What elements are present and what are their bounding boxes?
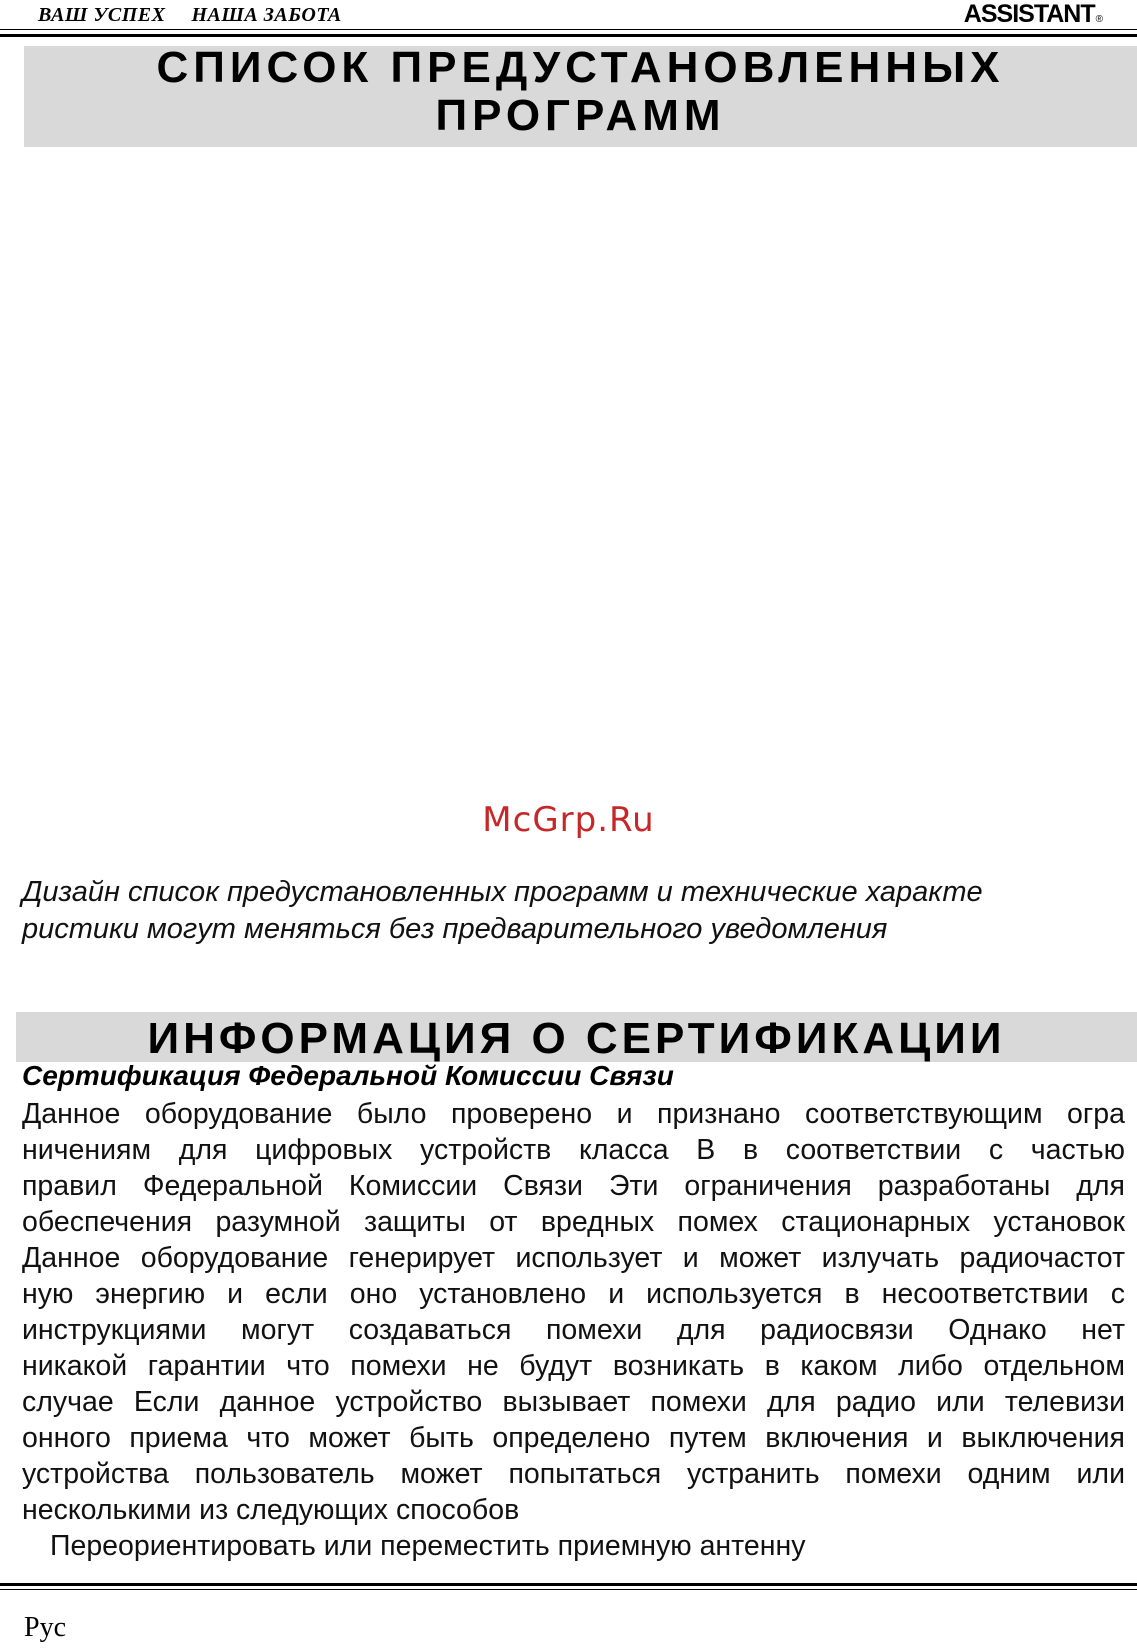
certification-subheading: Сертификация Федеральной Комиссии Связи [22, 1060, 674, 1091]
footer-rule-thin [0, 1589, 1137, 1590]
header-slogan [38, 4, 342, 27]
body-line: ничениям для цифровых устройств класса B в соответствии с частью [22, 1134, 1125, 1166]
note-line-1: Дизайн список предустановленных программ и технические характе [22, 876, 983, 908]
body-line: правил Федеральной Комиссии Связи Эти ограничения разработаны для [22, 1170, 1125, 1202]
watermark: McGrp.Ru [482, 800, 655, 840]
registered-mark: ® [1095, 14, 1103, 25]
body-line: ную энергию и если оно установлено и используется в несоответствии с [22, 1278, 1125, 1310]
certification-band [16, 1012, 1137, 1062]
header-rule-thick [0, 34, 1137, 37]
footer-page-label: Рус [24, 1612, 66, 1643]
body-line: случае Если данное устройство вызывает помехи для радио или телевизи [22, 1386, 1125, 1418]
body-line: Данное оборудование было проверено и признано соответствующим огра [22, 1098, 1125, 1130]
body-line: инструкциями могут создаваться помехи для радиосвязи Однако нет [22, 1314, 1125, 1346]
header-slogan-part-2: НАША ЗАБОТА [191, 4, 342, 26]
page-title-line-2: ПРОГРАММ [435, 91, 726, 140]
certification-heading: ИНФОРМАЦИЯ О СЕРТИФИКАЦИИ [147, 1014, 1006, 1063]
footer-rule-thick [0, 1583, 1137, 1586]
body-line: обеспечения разумной защиты от вредных помех стационарных установок [22, 1206, 1125, 1238]
body-line: никакой гарантии что помехи не будут возникать в каком либо отдельном [22, 1350, 1125, 1382]
header-rule-thin [0, 29, 1137, 30]
body-line: онного приема что может быть определено путем включения и выключения [22, 1422, 1125, 1454]
brand-name: ASSISTANT [963, 0, 1095, 28]
header-slogan-part-1: ВАШ УСПЕХ [38, 4, 166, 26]
bullet-item: Переориентировать или переместить приемную антенну [50, 1530, 806, 1562]
page-title-line-1: СПИСОК ПРЕДУСТАНОВЛЕННЫХ [156, 43, 1005, 92]
body-line: устройства пользователь может попытаться устранить помехи одним или [22, 1458, 1125, 1490]
title-band [24, 43, 1137, 147]
note-line-2: ристики могут меняться без предварительного уведомления [22, 913, 888, 945]
brand-logo [964, 0, 1103, 29]
body-line: Данное оборудование генерирует использует и может излучать радиочастот [22, 1242, 1125, 1274]
body-line: несколькими из следующих способов [22, 1494, 520, 1526]
